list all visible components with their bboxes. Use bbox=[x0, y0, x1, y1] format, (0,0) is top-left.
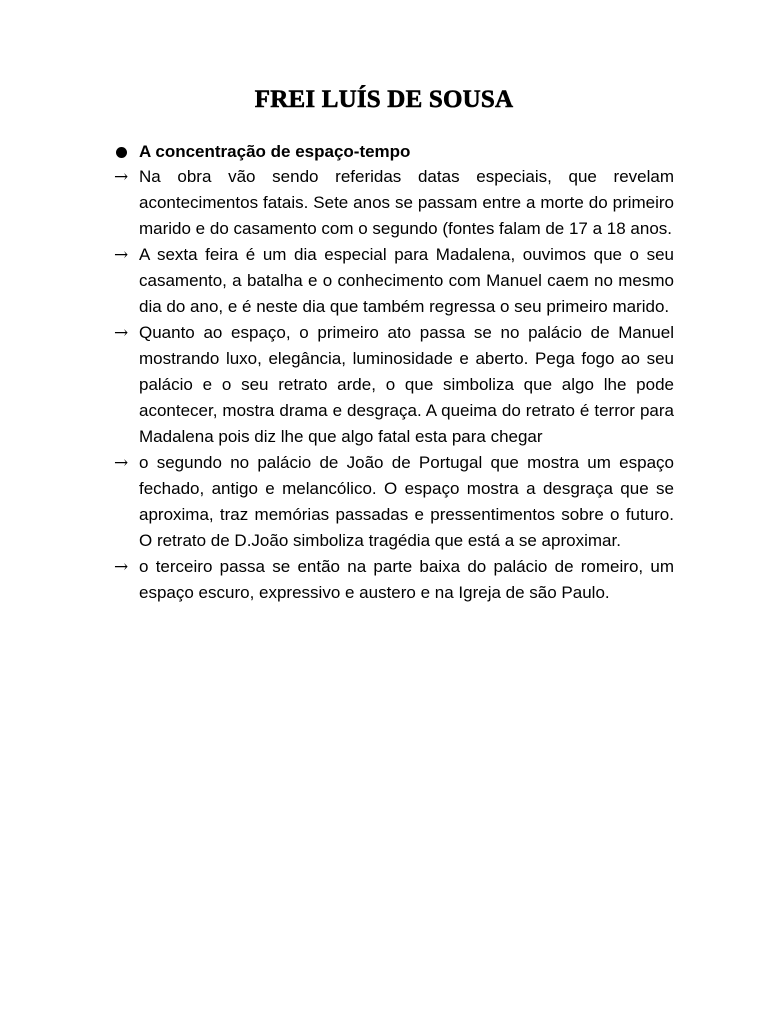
paragraph-2 bbox=[114, 242, 684, 320]
arrow-right-icon: → bbox=[114, 453, 129, 473]
paragraph-text: o terceiro passa se então na parte baixa do palácio de romeiro, um espaço escuro, expressivo e austero e na Igreja de são Paulo. bbox=[139, 557, 674, 602]
section-heading-row bbox=[114, 140, 684, 164]
arrow-right-icon: → bbox=[114, 557, 129, 577]
section-heading: A concentração de espaço-tempo bbox=[139, 142, 411, 161]
paragraph-1 bbox=[114, 164, 684, 242]
paragraph-3 bbox=[114, 320, 684, 450]
paragraph-5 bbox=[114, 554, 684, 606]
arrow-right-icon: → bbox=[114, 167, 129, 187]
arrow-right-icon: → bbox=[114, 245, 129, 265]
paragraph-text: o segundo no palácio de João de Portugal que mostra um espaço fechado, antigo e melancólico. O espaço mostra a desgraça que se aproxima, traz memórias passadas e pressentimentos sobre o futuro. O retrato de D.João simboliza tragédia que está a se aproximar. bbox=[139, 453, 674, 550]
paragraph-text: Na obra vão sendo referidas datas especiais, que revelam acontecimentos fatais. Sete anos se passam entre a morte do primeiro marido e do casamento com o segundo (fontes falam de 17 a 18 anos. bbox=[139, 167, 674, 238]
document-title: FREI LUÍS DE SOUSA bbox=[254, 86, 514, 113]
content-section bbox=[114, 140, 684, 606]
bullet-icon bbox=[116, 147, 127, 158]
arrow-right-icon: → bbox=[114, 323, 129, 343]
paragraph-text: Quanto ao espaço, o primeiro ato passa se no palácio de Manuel mostrando luxo, elegância, luminosidade e aberto. Pega fogo ao seu palácio e o seu retrato arde, o que simboliza que algo lhe pode acontecer, mostra drama e desgraça. A queima do retrato é terror para Madalena pois diz lhe que algo fatal esta para chegar bbox=[139, 323, 674, 446]
paragraph-text: A sexta feira é um dia especial para Madalena, ouvimos que o seu casamento, a batalha e o conhecimento com Manuel caem no mesmo dia do ano, e é neste dia que também regressa o seu primeiro marido. bbox=[139, 245, 674, 316]
paragraph-4 bbox=[114, 450, 684, 554]
